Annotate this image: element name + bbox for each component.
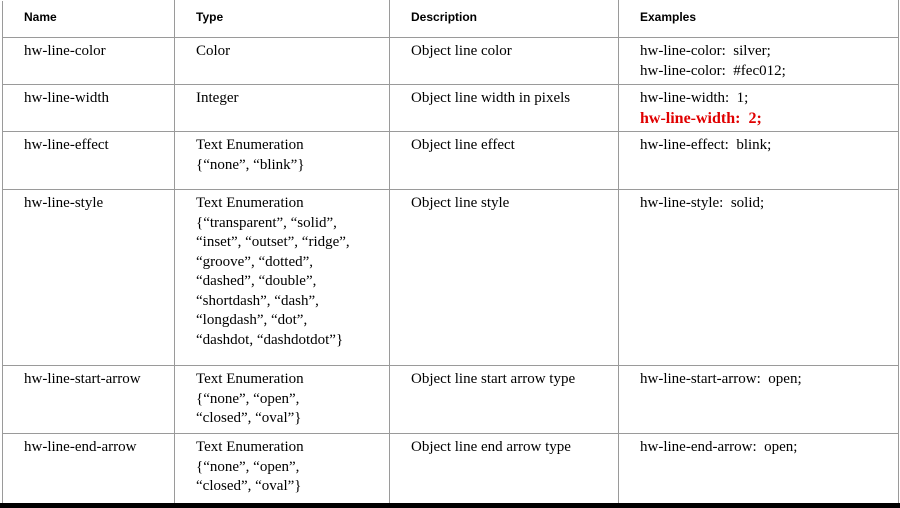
type-line: {“none”, “open”, xyxy=(196,390,300,407)
example-line: hw-line-color: silver; xyxy=(640,43,771,59)
type-cell xyxy=(175,38,390,85)
attribute-name: hw-line-effect xyxy=(24,137,109,153)
attribute-table xyxy=(2,0,899,504)
type-line: “dashdot, “dashdotdot”} xyxy=(196,331,344,348)
example-line: hw-line-style: solid; xyxy=(640,195,765,211)
attribute-name: hw-line-color xyxy=(24,43,106,59)
type-line: {“none”, “open”, xyxy=(196,458,300,475)
name-cell xyxy=(3,85,175,132)
type-cell xyxy=(175,366,390,434)
bottom-border xyxy=(0,503,900,508)
description-cell xyxy=(390,366,619,434)
table-row xyxy=(3,190,899,366)
header-description: Description xyxy=(390,1,619,38)
examples-cell xyxy=(619,434,899,504)
examples-cell xyxy=(619,85,899,132)
description-text: Object line width in pixels xyxy=(411,90,571,106)
type-cell xyxy=(175,85,390,132)
type-line: “longdash”, “dot”, xyxy=(196,312,308,328)
name-cell xyxy=(3,434,175,504)
attribute-name: hw-line-style xyxy=(24,195,104,211)
type-line: {“none”, “blink”} xyxy=(196,156,305,173)
type-line: “dashed”, “double”, xyxy=(196,273,317,289)
table-row xyxy=(3,366,899,434)
type-line: {“transparent”, “solid”, xyxy=(196,214,337,231)
attribute-name: hw-line-width xyxy=(24,90,109,106)
example-line: hw-line-start-arrow: open; xyxy=(640,371,802,387)
header-name: Name xyxy=(3,1,175,38)
type-line: Text Enumeration xyxy=(196,195,304,211)
type-line: “closed”, “oval”} xyxy=(196,410,302,426)
description-text: Object line start arrow type xyxy=(411,371,576,387)
description-text: Object line effect xyxy=(411,137,515,153)
example-line: hw-line-width: 1; xyxy=(640,90,749,106)
type-line: “inset”, “outset”, “ridge”, xyxy=(196,234,350,250)
type-line: “groove”, “dotted”, xyxy=(196,253,314,270)
table-row xyxy=(3,434,899,504)
example-line: hw-line-color: #fec012; xyxy=(640,62,786,79)
name-cell xyxy=(3,190,175,366)
type-cell xyxy=(175,434,390,504)
table-row xyxy=(3,132,899,190)
header-examples: Examples xyxy=(619,1,899,38)
example-line: hw-line-effect: blink; xyxy=(640,137,772,153)
table-header-row xyxy=(3,1,899,38)
highlighted-example-line: hw-line-width: 2; xyxy=(640,109,762,127)
description-cell xyxy=(390,190,619,366)
table-row xyxy=(3,38,899,85)
description-cell xyxy=(390,434,619,504)
description-cell xyxy=(390,132,619,190)
examples-cell xyxy=(619,366,899,434)
examples-cell xyxy=(619,38,899,85)
name-cell xyxy=(3,366,175,434)
description-cell xyxy=(390,38,619,85)
examples-cell xyxy=(619,190,899,366)
type-cell xyxy=(175,190,390,366)
description-text: Object line style xyxy=(411,195,510,211)
header-type: Type xyxy=(175,1,390,38)
table-row xyxy=(3,85,899,132)
type-line: “shortdash”, “dash”, xyxy=(196,292,319,309)
attribute-name: hw-line-start-arrow xyxy=(24,371,141,387)
type-line: Integer xyxy=(196,90,239,106)
type-line: Text Enumeration xyxy=(196,439,304,455)
name-cell xyxy=(3,132,175,190)
description-text: Object line color xyxy=(411,43,512,59)
example-line: hw-line-end-arrow: open; xyxy=(640,439,798,455)
description-text: Object line end arrow type xyxy=(411,439,571,455)
type-line: “closed”, “oval”} xyxy=(196,478,302,494)
type-line: Color xyxy=(196,43,231,59)
description-cell xyxy=(390,85,619,132)
examples-cell xyxy=(619,132,899,190)
type-cell xyxy=(175,132,390,190)
attribute-name: hw-line-end-arrow xyxy=(24,439,137,455)
name-cell xyxy=(3,38,175,85)
type-line: Text Enumeration xyxy=(196,371,304,387)
type-line: Text Enumeration xyxy=(196,137,304,153)
